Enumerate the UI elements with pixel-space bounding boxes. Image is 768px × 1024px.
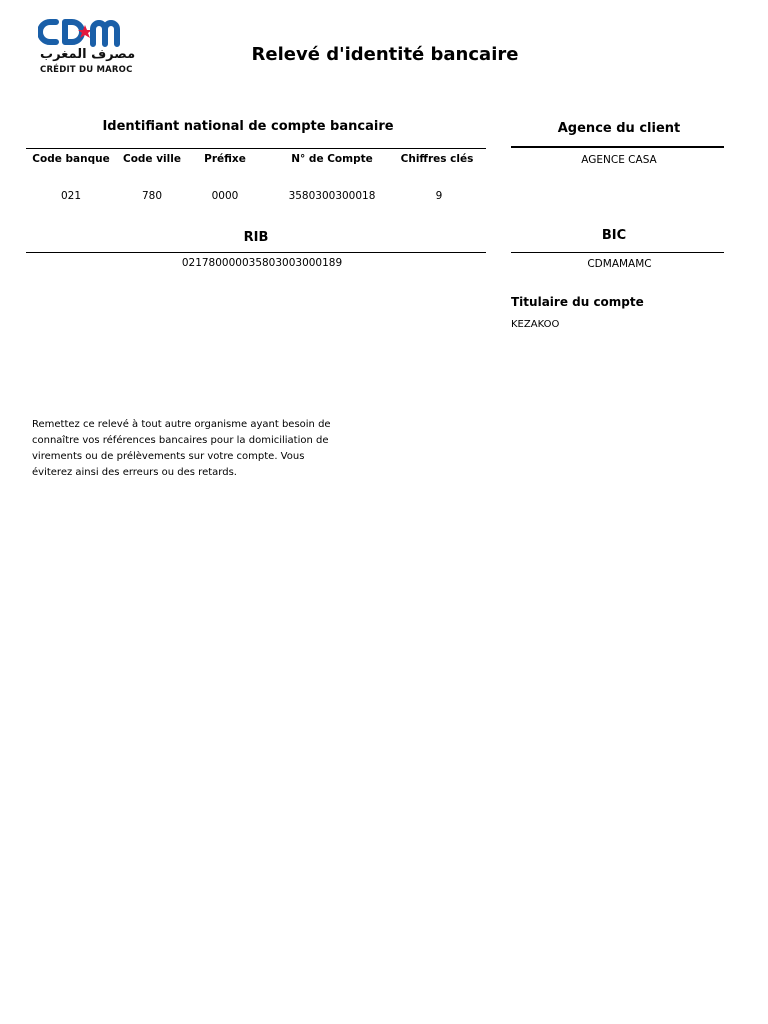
rib-title: RIB <box>243 230 269 245</box>
value-code-banque: 021 <box>60 190 82 202</box>
bic-divider <box>511 252 724 253</box>
bic-value: CDMAMAMC <box>587 258 652 270</box>
logo-arabic-text: مصرف المغرب <box>40 47 136 62</box>
value-numero-compte: 3580300300018 <box>288 190 376 202</box>
rib-value: 021780000035803003000189 <box>181 257 343 269</box>
value-prefixe: 0000 <box>211 190 239 202</box>
value-chiffres-cles: 9 <box>435 190 443 202</box>
cdm-logo-mark <box>38 18 134 50</box>
logo-latin-text: CRÉDIT DU MAROC <box>40 65 133 75</box>
agency-title: Agence du client <box>557 121 681 136</box>
holder-value: KEZAKOO <box>511 319 560 330</box>
value-code-ville: 780 <box>141 190 163 202</box>
advisory-note: Remettez ce relevé à tout autre organisme ayant besoin de connaître vos références bancaires pour la domiciliation de virements ou de prélèvements sur votre compte. Vous éviterez ainsi des erreurs ou des retards. <box>32 419 331 478</box>
holder-title: Titulaire du compte <box>511 295 644 309</box>
rib-divider <box>26 252 486 253</box>
agency-value: AGENCE CASA <box>581 154 657 166</box>
inac-divider <box>26 148 486 149</box>
page-title: Relevé d'identité bancaire <box>251 44 519 65</box>
header-code-banque: Code banque <box>32 153 110 165</box>
inac-title: Identifiant national de compte bancaire <box>102 119 394 134</box>
bic-title: BIC <box>601 228 627 243</box>
header-prefixe: Préfixe <box>204 153 246 165</box>
header-code-ville: Code ville <box>123 153 181 165</box>
header-numero-compte: N° de Compte <box>291 153 373 165</box>
header-chiffres-cles: Chiffres clés <box>400 153 474 165</box>
agency-divider <box>511 146 724 148</box>
bank-logo <box>38 18 134 78</box>
